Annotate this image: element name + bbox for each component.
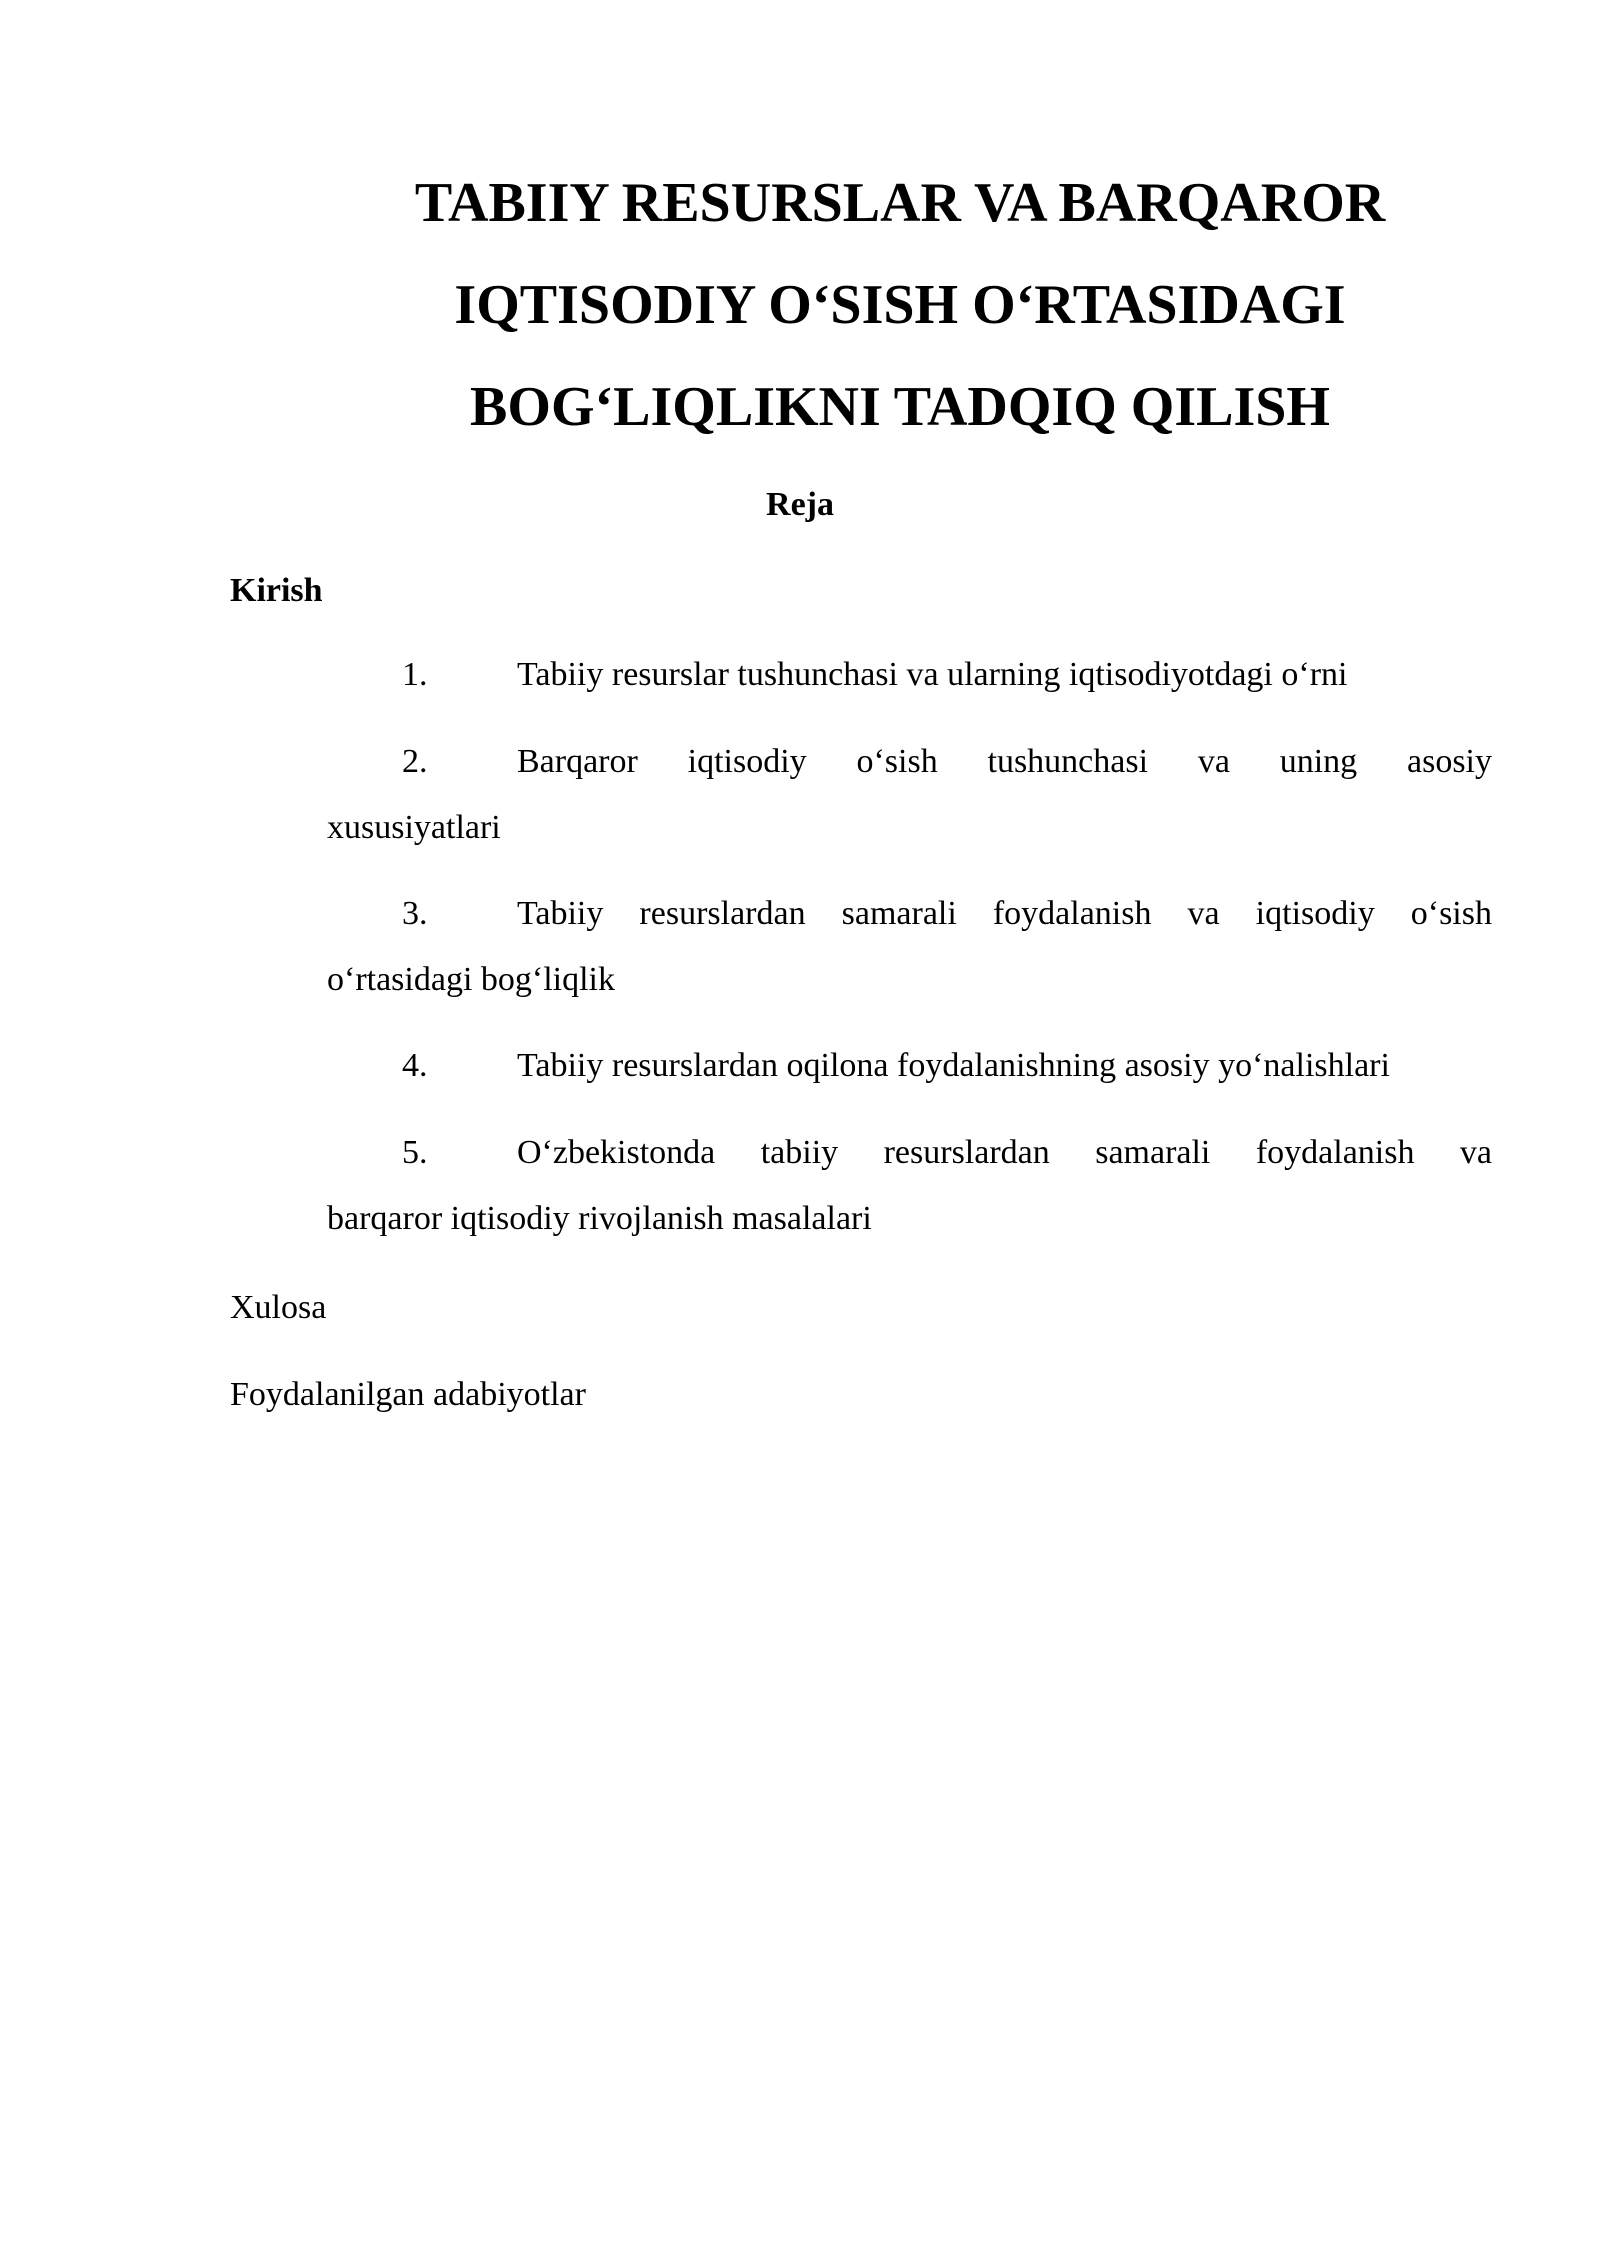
plan-item-text: O‘zbekistonda tabiiy resurslardan samarali foydalanish va xyxy=(517,1134,1492,1171)
title-line-1: TABIIY RESURSLAR VA BARQAROR xyxy=(414,172,1386,234)
title-line-3: BOG‘LIQLIKNI TADQIQ QILISH xyxy=(470,376,1330,438)
plan-item-number: 2. xyxy=(402,743,428,780)
plan-item-text-continued: barqaror iqtisodiy rivojlanish masalalari xyxy=(327,1200,872,1237)
plan-item-text: Barqaror iqtisodiy o‘sish tushunchasi va uning asosiy xyxy=(517,743,1492,780)
plan-item-text-continued: o‘rtasidagi bog‘liqlik xyxy=(327,961,616,998)
plan-item-number: 1. xyxy=(402,656,428,693)
plan-item-number: 3. xyxy=(402,895,428,932)
plan-item-text: Tabiiy resurslar tushunchasi va ularning iqtisodiyotdagi o‘rni xyxy=(517,656,1348,693)
conclusion-entry: Xulosa xyxy=(230,1289,327,1326)
title-line-2: IQTISODIY O‘SISH O‘RTASIDAGI xyxy=(454,274,1346,336)
plan-item-text: Tabiiy resurslardan oqilona foydalanishning asosiy yo‘nalishlari xyxy=(517,1047,1390,1084)
references-entry: Foydalanilgan adabiyotlar xyxy=(230,1376,586,1413)
plan-item-number: 4. xyxy=(402,1047,428,1084)
intro-heading: Kirish xyxy=(230,572,323,609)
document-title xyxy=(360,152,1440,458)
plan-item-number: 5. xyxy=(402,1134,428,1171)
plan-item-text-continued: xususiyatlari xyxy=(327,809,501,846)
plan-heading: Reja xyxy=(766,486,834,523)
plan-item-text: Tabiiy resurslardan samarali foydalanish va iqtisodiy o‘sish xyxy=(517,895,1492,932)
